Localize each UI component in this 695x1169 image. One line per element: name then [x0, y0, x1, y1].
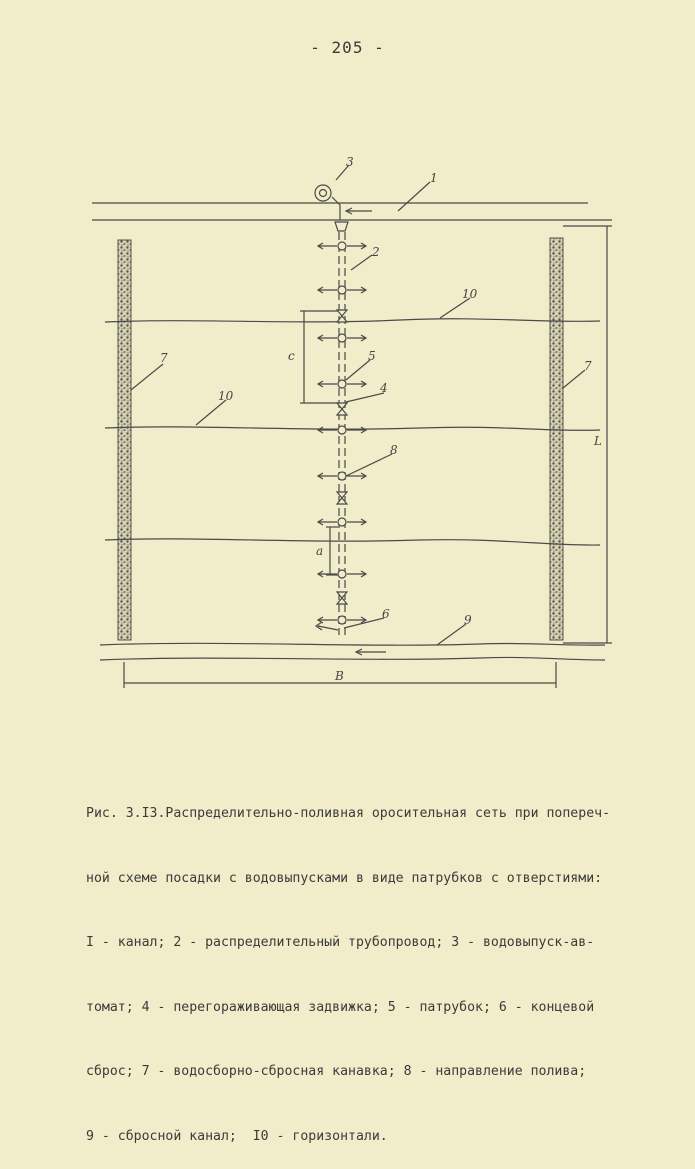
label-discharge-canal: 9	[464, 613, 472, 627]
tube-outlet	[318, 570, 366, 578]
discharge-canal-top	[100, 643, 605, 645]
label-contour-left: 10	[218, 389, 234, 403]
label-canal: 1	[430, 171, 438, 185]
end-discharge	[316, 622, 338, 630]
right-drainage-ditch	[550, 238, 563, 640]
label-dim-a: a	[316, 544, 324, 558]
label-gate: 4	[380, 381, 388, 395]
outlet-automat	[315, 185, 331, 201]
caption-line-4: томат; 4 - перегораживающая задвижка; 5 - патрубок; 6 - концевой	[86, 999, 595, 1015]
tube-outlet	[318, 286, 366, 294]
label-outlet: 3	[346, 155, 354, 169]
tube-outlet	[318, 472, 366, 480]
tube-outlet	[318, 380, 366, 388]
label-dim-width: B	[335, 669, 344, 683]
label-dim-c: c	[288, 349, 295, 363]
figure-caption	[86, 760, 646, 1169]
tube-outlet	[318, 426, 366, 434]
label-contour-top: 10	[462, 287, 478, 301]
contour-line-1	[105, 319, 600, 322]
discharge-canal-bottom	[100, 657, 605, 660]
label-ditch-left: 7	[160, 351, 168, 365]
tube-outlet	[318, 616, 366, 624]
label-irrigation-direction: 8	[390, 443, 398, 457]
caption-line-1: Рис. 3.I3.Распределительно-поливная оросительная сеть при попереч-	[86, 806, 611, 821]
label-tube: 5	[368, 349, 376, 363]
page-number: - 205 -	[310, 38, 385, 57]
label-pipeline: 2	[372, 245, 380, 259]
tube-outlet	[318, 334, 366, 342]
tube-outlet	[318, 518, 366, 526]
left-drainage-ditch	[118, 240, 131, 640]
label-end-discharge: 6	[382, 607, 390, 621]
caption-line-3: I - канал; 2 - распределительный трубопровод; 3 - водовыпуск-ав-	[86, 935, 595, 950]
label-dim-length: L	[594, 434, 602, 448]
contour-line-3	[105, 539, 600, 545]
caption-line-6: 9 - сбросной канал; I0 - горизонтали.	[86, 1128, 388, 1144]
outlet-head	[335, 222, 348, 231]
tube-outlets	[318, 242, 366, 624]
gate-valve	[337, 403, 347, 415]
caption-line-5: сброс; 7 - водосборно-сбросная канавка; 8 - направление полива;	[86, 1064, 587, 1079]
caption-line-2: ной схеме посадки с водовыпусками в виде патрубков с отверстиями:	[86, 870, 603, 886]
tube-outlet	[318, 242, 366, 250]
label-ditch-right: 7	[584, 359, 592, 373]
